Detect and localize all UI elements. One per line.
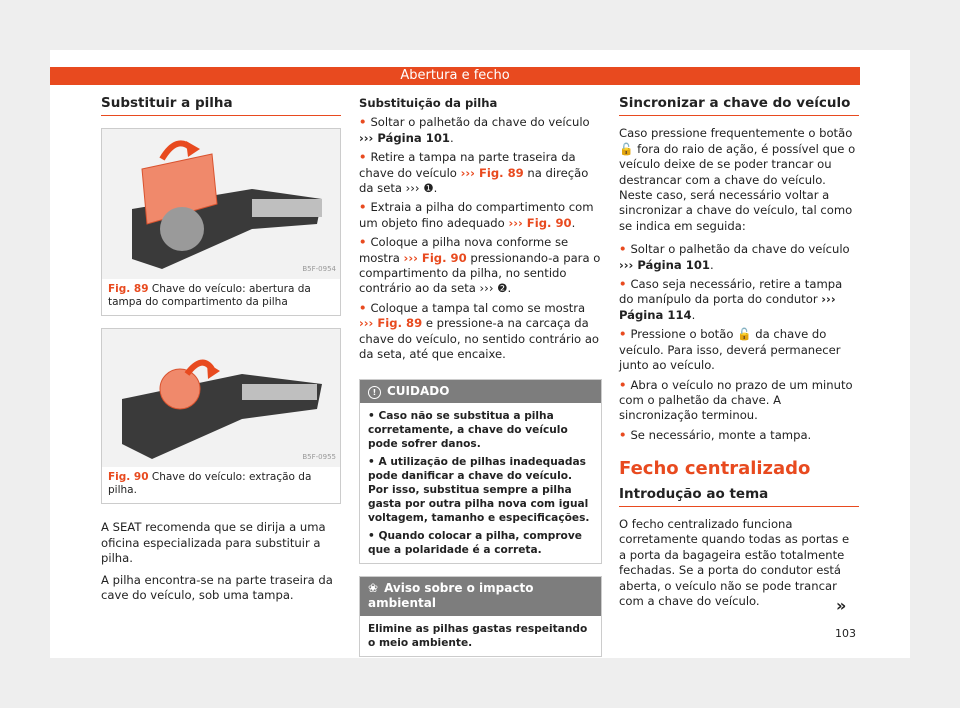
bullet-icon: • xyxy=(359,200,371,215)
list-text: Soltar o palhetão da chave do veículo xyxy=(630,242,850,257)
list-text: Caso seja necessário, retire a tampa do manípulo da porta do condutor xyxy=(619,277,843,307)
list-item xyxy=(619,428,859,443)
bullet-icon: • xyxy=(359,300,371,315)
list-text: na direção da seta ››› ❶. xyxy=(359,165,589,196)
page-link[interactable]: ››› Página 101 xyxy=(619,257,710,272)
figure-caption-text: Chave do veículo: abertura da tampa do compartimento da pilha xyxy=(108,283,311,309)
continue-arrow-icon: » xyxy=(836,596,847,615)
list-text: Coloque a tampa tal como se mostra xyxy=(370,300,586,315)
bullet-icon: • xyxy=(619,427,631,442)
list-text: Extraia a pilha do compartimento com um objeto fino adequado xyxy=(359,200,594,230)
figure-caption xyxy=(102,467,340,503)
column-2 xyxy=(359,96,602,657)
figure-link[interactable]: ››› Fig. 89 xyxy=(359,316,423,331)
list-text: pressionando-a para o compartimento da pilha, no sentido contrário ao da seta ››› ❷. xyxy=(359,250,601,296)
caution-body xyxy=(360,403,601,563)
list-text: Abra o veículo no prazo de um minuto com o palhetão da chave. A sincronização terminou. xyxy=(619,377,853,423)
figure-caption-text: Chave do veículo: extração da pilha. xyxy=(108,471,312,497)
flower-icon: ❀ xyxy=(368,580,379,595)
list-text: Coloque a pilha nova conforme se mostra xyxy=(359,235,569,265)
page-number: 103 xyxy=(835,627,856,640)
list-text: Retire a tampa na parte traseira da chave do veículo xyxy=(359,150,576,180)
figure-label: Fig. 89 xyxy=(108,283,149,296)
section-title: Sincronizar a chave do veículo xyxy=(619,96,859,116)
bullet-icon: • xyxy=(359,115,371,130)
figure-code: B5F-0955 xyxy=(302,453,336,461)
list-item: • A utilização de pilhas inadequadas pode danificar a chave do veículo. Por isso, substitua sempre a pilha gasta por outra pilha nova com igual voltagem, tamanho e especificações. xyxy=(368,455,590,524)
column-1 xyxy=(101,96,341,609)
figure-link[interactable]: ››› Fig. 90 xyxy=(403,250,467,265)
figure-90 xyxy=(101,328,341,504)
figure-89 xyxy=(101,128,341,316)
environment-body: Elimine as pilhas gastas respeitando o meio ambiente. xyxy=(368,622,588,649)
caution-header xyxy=(360,380,601,403)
list-item xyxy=(359,235,602,297)
list-item: • Caso não se substitua a pilha corretamente, a chave do veículo pode sofrer danos. xyxy=(368,409,568,450)
list-item xyxy=(359,301,602,363)
list-text: e pressione-a na carcaça da chave do veículo, no sentido contrário ao da seta, até que encaixe. xyxy=(359,316,600,362)
list-item xyxy=(619,327,859,373)
paragraph: Caso pressione frequentemente o botão 🔓 fora do raio de ação, é possível que o veículo deixe de se poder trancar ou destrancar com a chave do veículo. Neste caso, será necessário voltar a sincronizar a chave do veículo, tal como se indica em seguida: xyxy=(619,126,856,233)
figure-link[interactable]: ››› Fig. 89 xyxy=(460,165,524,180)
bullet-icon: • xyxy=(619,327,631,342)
column-3 xyxy=(619,96,859,615)
chapter-title: Fecho centralizado xyxy=(619,458,811,480)
figure-caption xyxy=(102,279,340,315)
list-item: • Quando colocar a pilha, comprove que a polaridade é a correta. xyxy=(368,529,582,556)
list-text: Se necessário, monte a tampa. xyxy=(630,427,812,442)
figure-label: Fig. 90 xyxy=(108,471,149,484)
list-item xyxy=(619,378,859,424)
list-item: • Caso seja necessário, retire a tampa do manípulo da porta do condutor ››› Página 114. xyxy=(619,277,843,322)
bullet-icon: • xyxy=(359,235,371,250)
figure-code: B5F-0954 xyxy=(302,265,336,273)
paragraph: A pilha encontra-se na parte traseira da cave do veículo, sob uma tampa. xyxy=(101,572,333,603)
bullet-icon: • xyxy=(619,277,631,292)
list-item xyxy=(359,150,602,196)
caution-title: CUIDADO xyxy=(387,383,450,398)
environment-header xyxy=(360,577,601,616)
section-title: Substituir a pilha xyxy=(101,96,341,116)
page-header: Abertura e fecho xyxy=(50,67,860,85)
paragraph: O fecho centralizado funciona corretamente quando todas as portas e a porta da bagageira estão totalmente fechadas. Se a porta do condutor está aberta, o veículo não se pode trancar com a chave do veículo. xyxy=(619,516,850,608)
paragraph: A SEAT recomenda que se dirija a uma oficina especializada para substituir a pilha. xyxy=(101,520,326,566)
list-text: Caso não se substitua a pilha corretamente, a chave do veículo pode sofrer danos. xyxy=(368,409,568,450)
page-link[interactable]: ››› Página 101 xyxy=(359,130,450,145)
environment-title: Aviso sobre o impacto ambiental xyxy=(368,580,534,611)
list-item: • Extraia a pilha do compartimento com um objeto fino adequado ››› Fig. 90. xyxy=(359,200,594,230)
list-text: A utilização de pilhas inadequadas pode danificar a chave do veículo. Por isso, substitua sempre a pilha gasta por outra pilha nova com igual voltagem, tamanho e especificações. xyxy=(368,455,590,524)
info-circle-icon: ! xyxy=(368,386,381,399)
section-title: Introdução ao tema xyxy=(619,487,859,507)
key-battery-extraction-illustration xyxy=(102,329,340,467)
bullet-icon: • xyxy=(619,377,631,392)
page-link[interactable]: ››› Página 114 xyxy=(619,292,836,322)
key-battery-cover-illustration xyxy=(102,129,340,279)
caution-box xyxy=(359,379,602,564)
bullet-icon: • xyxy=(359,150,371,165)
list-text: Pressione o botão 🔓 da chave do veículo. Para isso, deverá permanecer junto ao veículo. xyxy=(619,327,841,373)
subsection-title: Substituição da pilha xyxy=(359,96,498,110)
list-text: Soltar o palhetão da chave do veículo xyxy=(370,115,590,130)
bullet-icon: • xyxy=(619,242,631,257)
list-item: • Soltar o palhetão da chave do veículo ››› Página 101. xyxy=(359,115,590,145)
figure-link[interactable]: ››› Fig. 90 xyxy=(508,215,572,230)
list-item: • Soltar o palhetão da chave do veículo ››› Página 101. xyxy=(619,242,850,272)
list-text: Quando colocar a pilha, comprove que a polaridade é a correta. xyxy=(368,529,582,556)
environment-box xyxy=(359,576,602,657)
